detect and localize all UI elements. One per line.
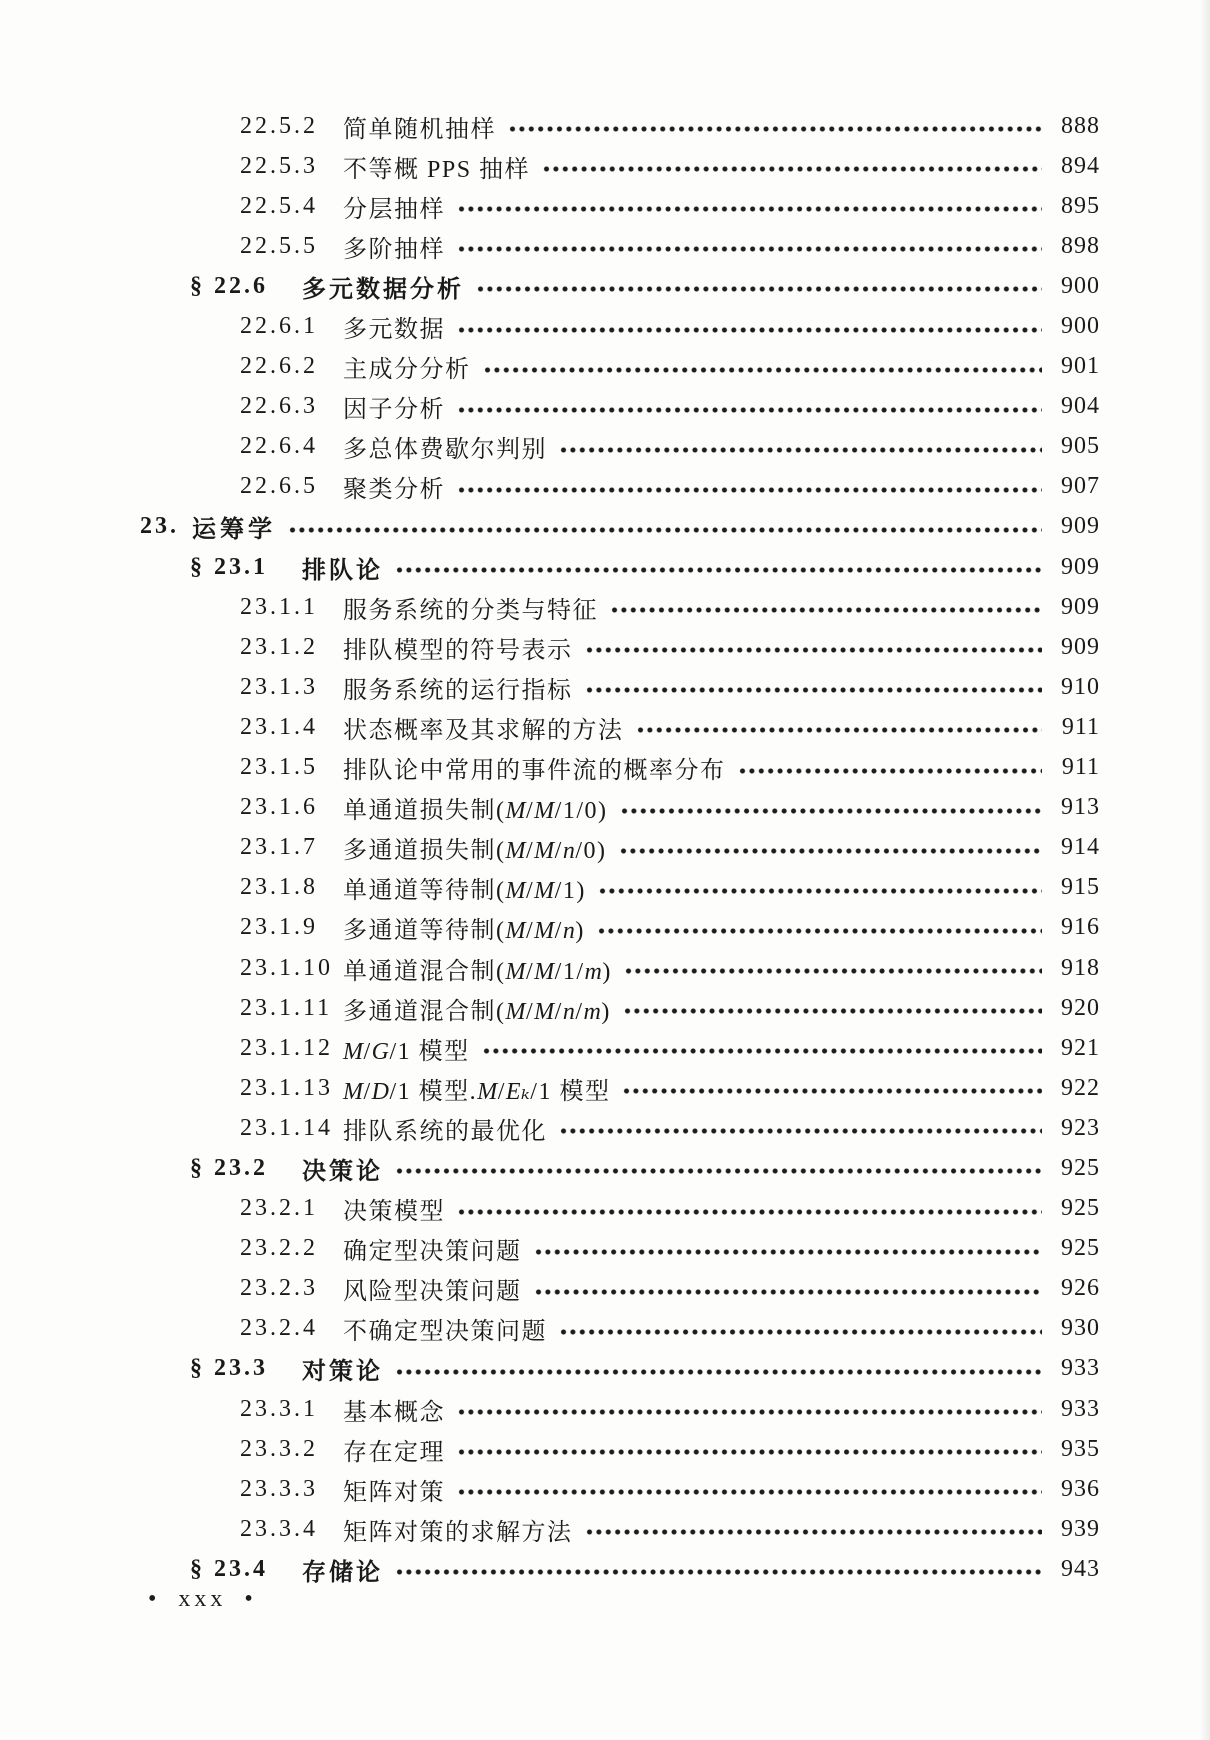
entry-title: 分层抽样 — [343, 196, 445, 223]
entry-page-number: 933 — [1061, 1395, 1100, 1422]
toc-entry — [0, 1509, 1100, 1549]
entry-number: 23.1.4 — [240, 713, 318, 740]
entry-number: § 23.3 — [190, 1355, 268, 1382]
toc-entry — [0, 1068, 1100, 1108]
toc-entry — [0, 266, 1100, 306]
scan-edge-shade — [1200, 0, 1210, 1740]
entry-number: 22.6.4 — [240, 433, 318, 460]
dot-leader — [585, 686, 1043, 694]
entry-page-number: 911 — [1061, 713, 1100, 740]
toc-entry — [0, 748, 1100, 788]
toc-list — [0, 106, 1100, 1589]
toc-entry — [0, 387, 1100, 427]
toc-entry — [0, 1349, 1100, 1389]
toc-entry — [0, 988, 1100, 1028]
toc-entry — [0, 507, 1100, 547]
entry-page-number: 936 — [1061, 1475, 1100, 1502]
toc-entry — [0, 1148, 1100, 1188]
entry-number: 23.2.2 — [240, 1235, 318, 1262]
entry-page-number: 913 — [1061, 794, 1100, 821]
entry-page-number: 926 — [1061, 1275, 1100, 1302]
entry-page-number: 915 — [1061, 874, 1100, 901]
entry-number: 23. — [140, 513, 179, 540]
entry-number: 22.6.1 — [240, 313, 318, 340]
toc-entry — [0, 788, 1100, 828]
entry-page-number: 939 — [1061, 1515, 1100, 1542]
dot-leader — [534, 1248, 1043, 1256]
entry-page-number: 901 — [1061, 353, 1100, 380]
entry-title: M/G/1 模型 — [343, 1038, 470, 1065]
entry-page-number: 923 — [1061, 1114, 1100, 1141]
entry-page-number: 909 — [1061, 513, 1100, 540]
toc-entry — [0, 1108, 1100, 1148]
entry-number: 23.1.13 — [240, 1074, 333, 1101]
entry-page-number: 909 — [1061, 633, 1100, 660]
dot-leader — [597, 927, 1042, 935]
entry-page-number: 943 — [1061, 1555, 1100, 1582]
entry-title: 排队系统的最优化 — [343, 1118, 547, 1145]
toc-entry — [0, 226, 1100, 266]
entry-title: 排队论中常用的事件流的概率分布 — [343, 758, 726, 785]
entry-number: 22.6.5 — [240, 473, 318, 500]
dot-leader — [457, 205, 1042, 213]
dot-leader — [585, 1528, 1043, 1536]
dot-leader — [738, 767, 1043, 775]
dot-leader — [457, 1208, 1042, 1216]
entry-number: 22.5.5 — [240, 232, 318, 259]
toc-entry — [0, 1429, 1100, 1469]
toc-entry — [0, 146, 1100, 186]
entry-title: 基本概念 — [343, 1399, 445, 1426]
toc-entry — [0, 1389, 1100, 1429]
toc-entry — [0, 306, 1100, 346]
dot-leader — [624, 967, 1042, 975]
toc-entry — [0, 1469, 1100, 1509]
toc-entry — [0, 1269, 1100, 1309]
entry-title: 排队论 — [302, 557, 383, 584]
toc-entry — [0, 1189, 1100, 1229]
entry-title: 决策模型 — [343, 1199, 445, 1226]
dot-leader — [585, 646, 1043, 654]
entry-number: 23.2.1 — [240, 1195, 318, 1222]
toc-entry — [0, 908, 1100, 948]
entry-title: 存储论 — [302, 1559, 383, 1586]
entry-title: 不确定型决策问题 — [343, 1319, 547, 1346]
entry-title: 服务系统的分类与特征 — [343, 597, 598, 624]
entry-number: 22.6.2 — [240, 353, 318, 380]
dot-leader — [620, 807, 1043, 815]
dot-leader — [559, 446, 1042, 454]
dot-leader — [542, 165, 1042, 173]
dot-leader — [483, 366, 1043, 374]
entry-title: 存在定理 — [343, 1439, 445, 1466]
toc-entry — [0, 667, 1100, 707]
entry-number: § 22.6 — [190, 272, 268, 299]
entry-page-number: 935 — [1061, 1435, 1100, 1462]
entry-number: 23.3.3 — [240, 1475, 318, 1502]
entry-number: 23.1.7 — [240, 834, 318, 861]
entry-page-number: 918 — [1061, 954, 1100, 981]
toc-entry — [0, 186, 1100, 226]
entry-title: 主成分分析 — [343, 357, 471, 384]
entry-number: 23.1.12 — [240, 1034, 333, 1061]
dot-leader — [457, 1448, 1042, 1456]
dot-leader — [457, 1488, 1042, 1496]
entry-title: 单通道等待制(M/M/1) — [343, 878, 586, 905]
entry-page-number: 925 — [1061, 1195, 1100, 1222]
entry-page-number: 900 — [1061, 313, 1100, 340]
toc-entry — [0, 467, 1100, 507]
dot-leader — [457, 1408, 1042, 1416]
entry-page-number: 910 — [1061, 673, 1100, 700]
entry-number: 23.1.6 — [240, 794, 318, 821]
entry-number: 23.1.3 — [240, 673, 318, 700]
entry-number: 23.1.1 — [240, 593, 318, 620]
entry-title: 多元数据 — [343, 317, 445, 344]
entry-title: 确定型决策问题 — [343, 1239, 522, 1266]
entry-title: 对策论 — [302, 1359, 383, 1386]
entry-number: 23.1.14 — [240, 1114, 333, 1141]
entry-number: 22.6.3 — [240, 393, 318, 420]
dot-leader — [622, 1087, 1042, 1095]
entry-number: § 23.2 — [190, 1154, 268, 1181]
entry-page-number: 914 — [1061, 834, 1100, 861]
entry-title: 单通道损失制(M/M/1/0) — [343, 798, 608, 825]
entry-title: 聚类分析 — [343, 477, 445, 504]
dot-leader — [288, 526, 1042, 534]
toc-entry — [0, 1549, 1100, 1589]
entry-page-number: 921 — [1061, 1034, 1100, 1061]
entry-page-number: 930 — [1061, 1315, 1100, 1342]
entry-page-number: 907 — [1061, 473, 1100, 500]
entry-title: 矩阵对策的求解方法 — [343, 1519, 573, 1546]
toc-entry — [0, 547, 1100, 587]
entry-page-number: 900 — [1061, 272, 1100, 299]
dot-leader — [482, 1047, 1042, 1055]
entry-page-number: 894 — [1061, 152, 1100, 179]
toc-entry — [0, 1028, 1100, 1068]
entry-title: 多通道等待制(M/M/n) — [343, 918, 585, 945]
entry-number: 22.5.2 — [240, 112, 318, 139]
dot-leader — [636, 726, 1043, 734]
entry-page-number: 905 — [1061, 433, 1100, 460]
entry-number: 23.3.1 — [240, 1395, 318, 1422]
entry-title: 状态概率及其求解的方法 — [343, 717, 624, 744]
toc-entry — [0, 427, 1100, 467]
entry-page-number: 922 — [1061, 1074, 1100, 1101]
dot-leader — [395, 1368, 1042, 1376]
entry-number: 23.1.10 — [240, 954, 333, 981]
toc-entry — [0, 707, 1100, 747]
toc-entry — [0, 868, 1100, 908]
entry-page-number: 895 — [1061, 192, 1100, 219]
folio-text: • xxx • — [148, 1586, 257, 1612]
entry-page-number: 904 — [1061, 393, 1100, 420]
entry-number: 23.1.11 — [240, 994, 333, 1021]
entry-number: 22.5.3 — [240, 152, 318, 179]
toc-entry — [0, 347, 1100, 387]
toc-entry — [0, 627, 1100, 667]
entry-number: 23.1.2 — [240, 633, 318, 660]
entry-page-number: 909 — [1061, 553, 1100, 580]
dot-leader — [457, 326, 1042, 334]
entry-page-number: 916 — [1061, 914, 1100, 941]
toc-entry — [0, 948, 1100, 988]
entry-number: 23.1.5 — [240, 754, 318, 781]
entry-number: 23.2.4 — [240, 1315, 318, 1342]
entry-title: M/D/1 模型.M/Eₖ/1 模型 — [343, 1078, 611, 1105]
entry-page-number: 898 — [1061, 232, 1100, 259]
entry-number: 23.1.9 — [240, 914, 318, 941]
entry-page-number: 920 — [1061, 994, 1100, 1021]
entry-title: 风险型决策问题 — [343, 1279, 522, 1306]
entry-page-number: 925 — [1061, 1154, 1100, 1181]
entry-page-number: 933 — [1061, 1355, 1100, 1382]
dot-leader — [457, 245, 1042, 253]
entry-title: 多通道混合制(M/M/n/m) — [343, 998, 611, 1025]
entry-title: 排队模型的符号表示 — [343, 637, 573, 664]
entry-title: 决策论 — [302, 1158, 383, 1185]
entry-number: 22.5.4 — [240, 192, 318, 219]
entry-number: 23.1.8 — [240, 874, 318, 901]
toc-entry — [0, 1309, 1100, 1349]
dot-leader — [457, 406, 1042, 414]
page-footer — [148, 1586, 257, 1613]
entry-title: 运筹学 — [192, 517, 276, 544]
toc-entry — [0, 1229, 1100, 1269]
dot-leader — [598, 887, 1042, 895]
entry-title: 服务系统的运行指标 — [343, 677, 573, 704]
dot-leader — [457, 486, 1042, 494]
entry-title: 不等概 PPS 抽样 — [343, 156, 531, 183]
entry-number: § 23.4 — [190, 1555, 268, 1582]
dot-leader — [623, 1007, 1042, 1015]
dot-leader — [476, 285, 1042, 293]
dot-leader — [508, 125, 1042, 133]
entry-page-number: 925 — [1061, 1235, 1100, 1262]
entry-title: 简单随机抽样 — [343, 116, 496, 143]
entry-number: 23.3.4 — [240, 1515, 318, 1542]
dot-leader — [534, 1288, 1043, 1296]
toc-entry — [0, 587, 1100, 627]
toc-entry — [0, 106, 1100, 146]
dot-leader — [610, 606, 1042, 614]
entry-page-number: 911 — [1061, 754, 1100, 781]
dot-leader — [395, 1167, 1042, 1175]
entry-title: 多阶抽样 — [343, 236, 445, 263]
entry-title: 矩阵对策 — [343, 1479, 445, 1506]
dot-leader — [559, 1127, 1042, 1135]
dot-leader — [395, 566, 1042, 574]
entry-page-number: 888 — [1061, 112, 1100, 139]
entry-title: 多元数据分析 — [302, 276, 464, 303]
dot-leader — [395, 1568, 1042, 1576]
entry-title: 多总体费歇尔判别 — [343, 437, 547, 464]
dot-leader — [619, 847, 1042, 855]
entry-number: 23.2.3 — [240, 1275, 318, 1302]
entry-page-number: 909 — [1061, 593, 1100, 620]
entry-title: 多通道损失制(M/M/n/0) — [343, 838, 607, 865]
toc-entry — [0, 828, 1100, 868]
entry-title: 因子分析 — [343, 397, 445, 424]
entry-number: 23.3.2 — [240, 1435, 318, 1462]
entry-number: § 23.1 — [190, 553, 268, 580]
dot-leader — [559, 1328, 1042, 1336]
entry-title: 单通道混合制(M/M/1/m) — [343, 958, 612, 985]
